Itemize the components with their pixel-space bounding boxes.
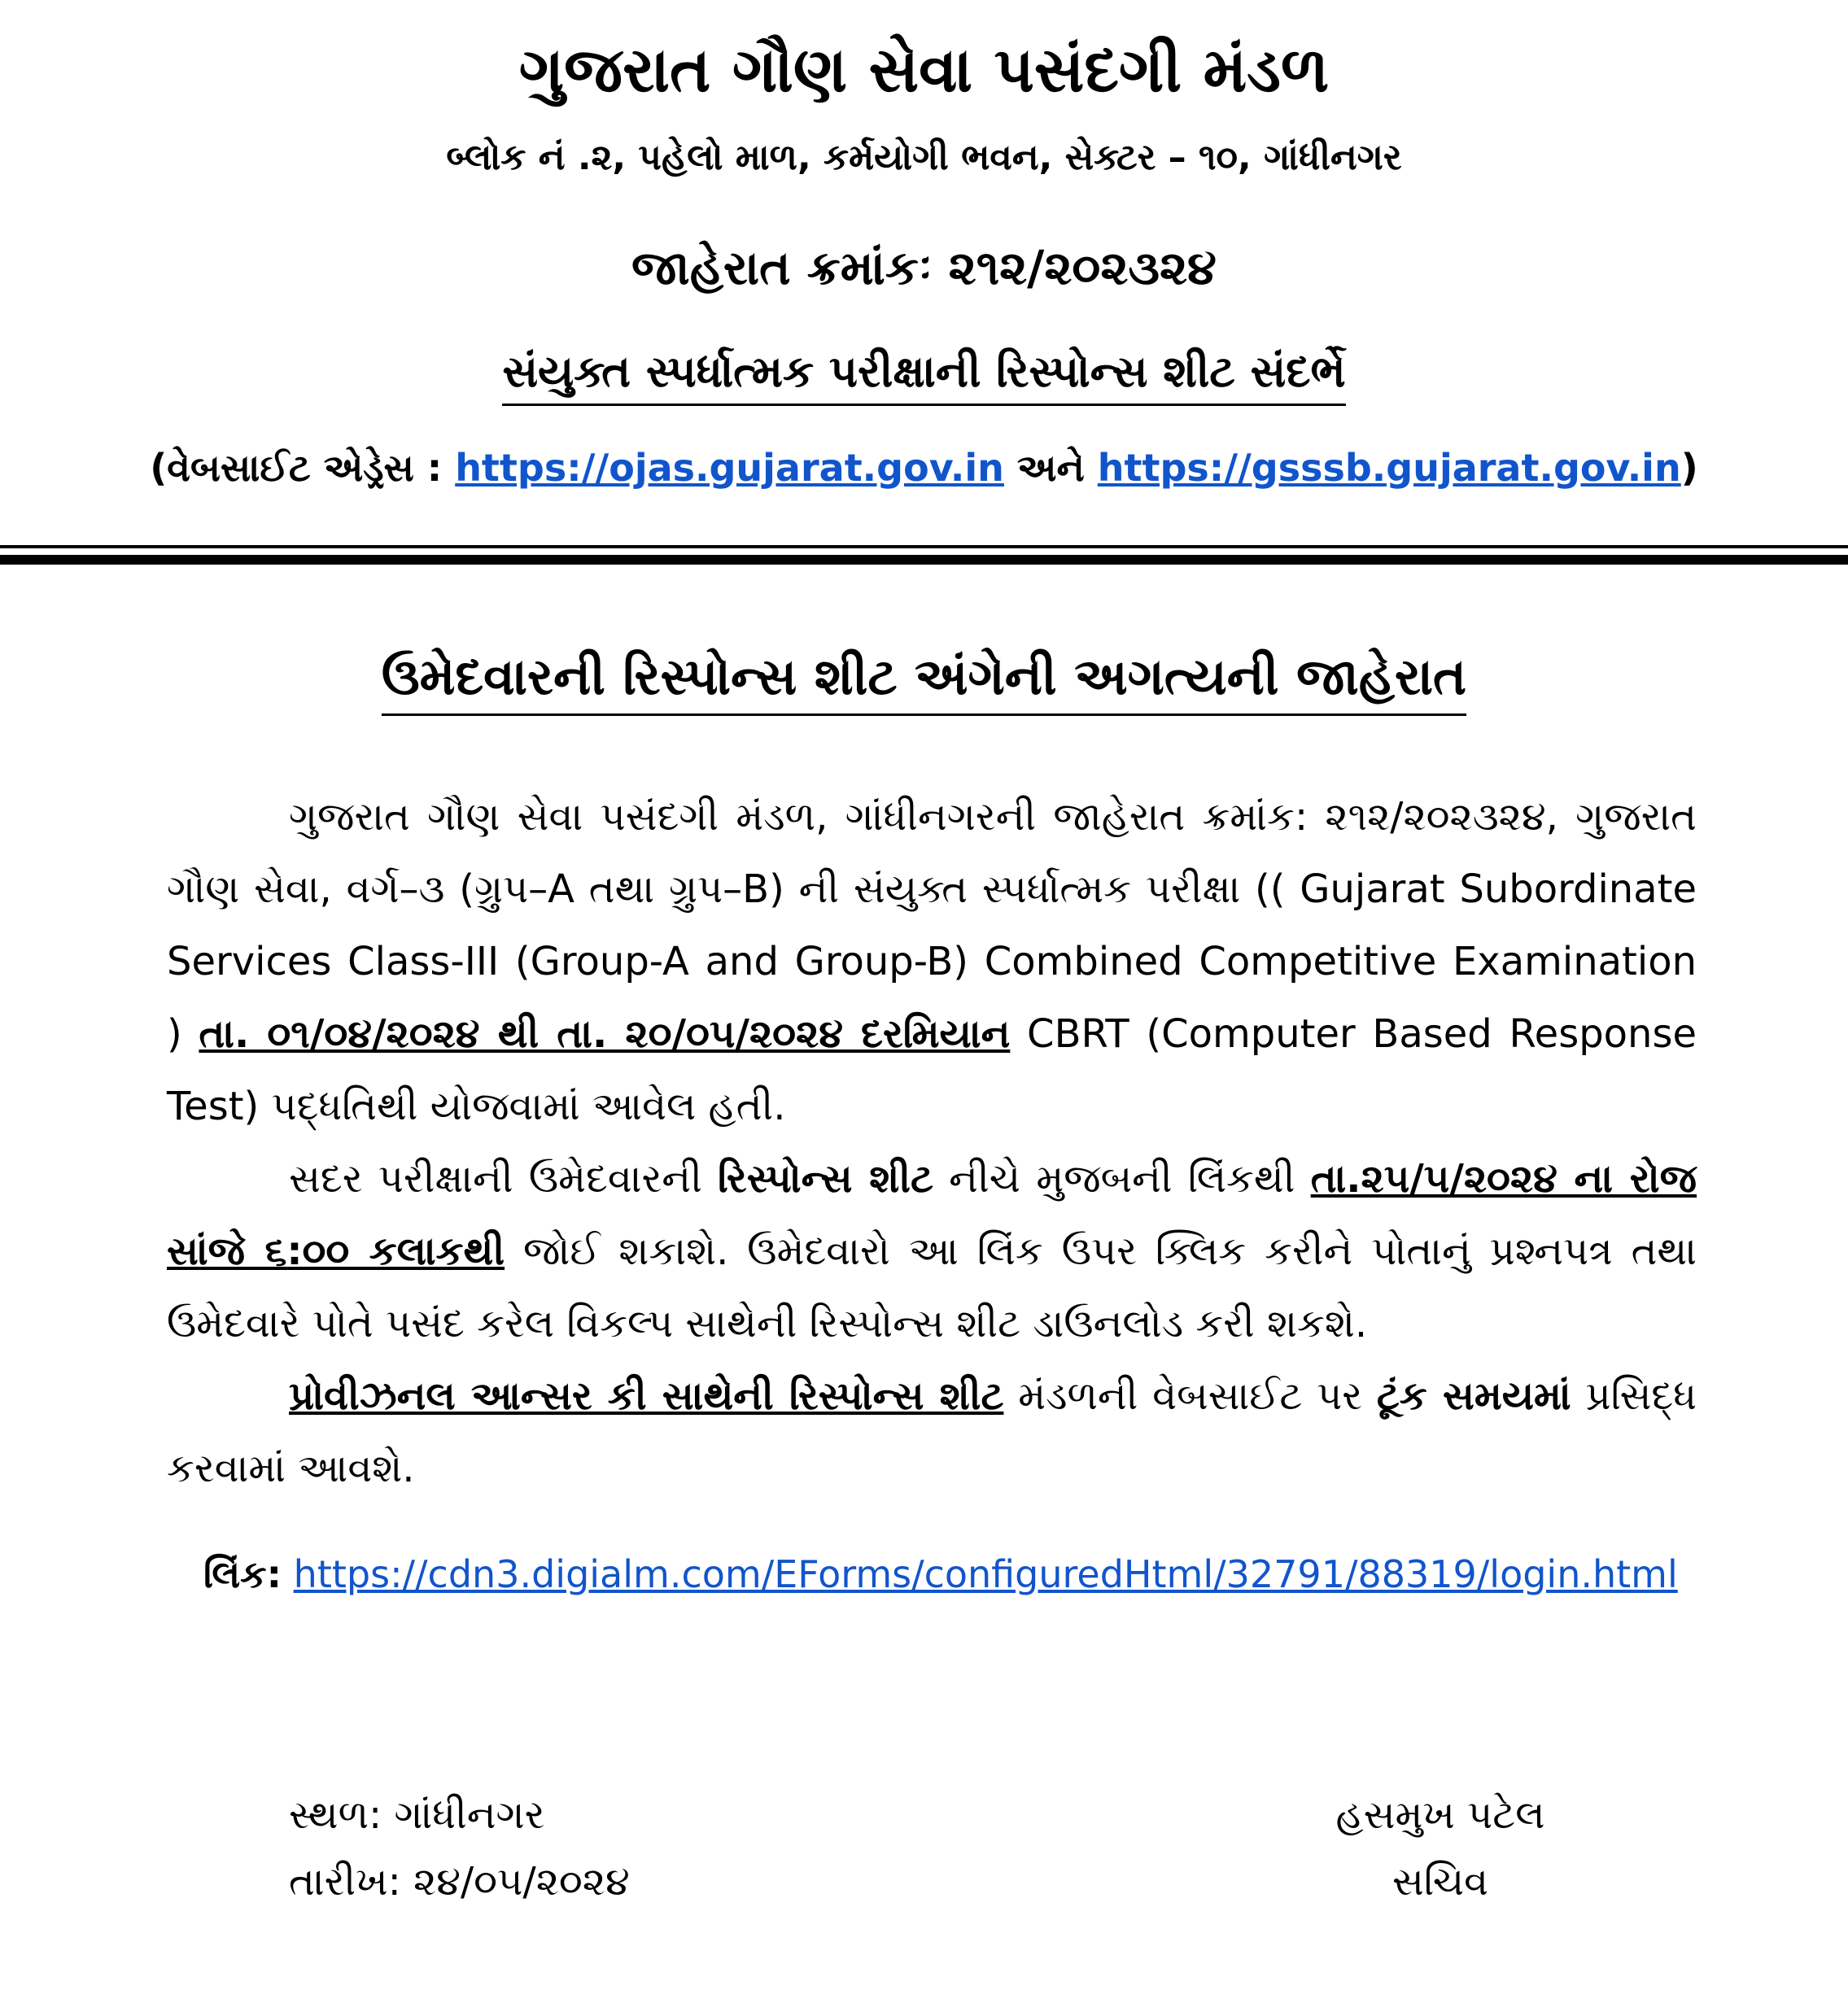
provisional-answer-key: પ્રોવીઝનલ આન્સર કી સાથેની રિસ્પોન્સ શીટ: [289, 1373, 1004, 1419]
date: તારીખ: ૨૪/૦૫/૨૦૨૪: [289, 1859, 630, 1905]
advertisement-number: જાહેરાત ક્રમાંકઃ ૨૧૨/૨૦૨૩૨૪: [631, 240, 1217, 295]
place: સ્થળ: ગાંધીનગર: [289, 1792, 545, 1838]
signatory-name: હસમુખ પટેલ: [1335, 1792, 1545, 1838]
notice-title-block: [0, 647, 1848, 716]
org-name: ગુજરાત ગૌણ સેવા પસંદગી મંડળ: [518, 33, 1330, 106]
office-address: બ્લોક નં .૨, પહેલો માળ, કર્મયોગી ભવન, સેક્ટર – ૧૦, ગાંધીનગર: [446, 137, 1402, 178]
header-divider-thick: [0, 555, 1848, 565]
paragraph-exam-details: [167, 781, 1697, 1143]
subject-heading: સંયુક્ત સ્પર્ધાત્મક પરીક્ષાની રિસ્પોન્સ શીટ સંદર્ભે: [502, 346, 1345, 406]
response-sheet-emphasis: રિસ્પોન્સ શીટ: [718, 1156, 933, 1202]
notice-body: [167, 781, 1697, 1505]
para2-text-3: જોઈ શકાશે. ઉમેદવારો આ લિંક ઉપર ક્લિક કરીને પોતાનું પ્રશ્નપત્ર તથા ઉમેદવારે પોતે પસંદ કરેલ વિકલ્પ સાથેની રિસ્પોન્સ શીટ ડાઉનલોડ કરી શકશે.: [167, 1228, 1697, 1346]
response-link-line: [203, 1552, 1750, 1597]
para1-text-1: ગુજરાત ગૌણ સેવા પસંદગી મંડળ, ગાંધીનગરની જાહેરાત ક્રમાંક: ૨૧૨/૨૦૨૩૨૪, ગુજરાત ગૌણ સેવા, વર્ગ–૩ (ગ્રુપ–A તથા ગ્રુપ–B) ની સંયુક્ત સ્પર્ધાત્મક પરીક્ષા (( Gujarat Subordinate Services Class-III (Group-A and Group-B) Combined Competitive Examination ): [167, 794, 1697, 1057]
availability-datetime: તા.૨૫/૫/૨૦૨૪ ના રોજ સાંજે ૬:૦૦ કલાકથી: [167, 1156, 1697, 1274]
gsssb-website-link[interactable]: https://gsssb.gujarat.gov.in: [1097, 446, 1681, 490]
subject-block: [0, 346, 1848, 406]
footer-place-date: [289, 1782, 630, 1915]
website-line: [0, 446, 1848, 491]
para1-text-2: CBRT (Computer Based Response Test) પદ્ધતિથી યોજવામાં આવેલ હતી.: [167, 1011, 1697, 1129]
website-suffix: ): [1680, 446, 1698, 490]
website-conjunction: અને: [1003, 446, 1098, 490]
ojas-website-link[interactable]: https://ojas.gujarat.gov.in: [455, 446, 1004, 490]
paragraph-response-sheet: [167, 1143, 1697, 1360]
website-prefix: (વેબસાઈટ એડ્રેસ :: [150, 446, 456, 490]
para3-text-1: મંડળની વેબસાઈટ પર: [1003, 1373, 1377, 1419]
signature-block: [1269, 1782, 1611, 1915]
response-sheet-link[interactable]: https://cdn3.digialm.com/EForms/configuredHtml/32791/88319/login.html: [293, 1552, 1678, 1596]
notice-title: ઉમેદવારની રિસ્પોન્સ શીટ અંગેની અગત્યની જાહેરાત: [382, 647, 1466, 716]
paragraph-provisional-key: [167, 1360, 1697, 1505]
link-label: લિંક:: [203, 1552, 282, 1596]
header-divider-thin: [0, 545, 1848, 548]
signatory-title: સચિવ: [1391, 1859, 1489, 1905]
para2-text-1: સદર પરીક્ષાની ઉમેદવારની: [289, 1156, 719, 1202]
para3-text-2: પ્રસિદ્ધ કરવામાં આવશે.: [167, 1373, 1697, 1491]
exam-dates: તા. ૦૧/૦૪/૨૦૨૪ થી તા. ૨૦/૦૫/૨૦૨૪ દરમિયાન: [199, 1011, 1011, 1057]
soon-emphasis: ટૂંક સમયમાં: [1376, 1373, 1571, 1419]
para2-text-2: નીચે મુજબની લિંકથી: [933, 1156, 1311, 1202]
